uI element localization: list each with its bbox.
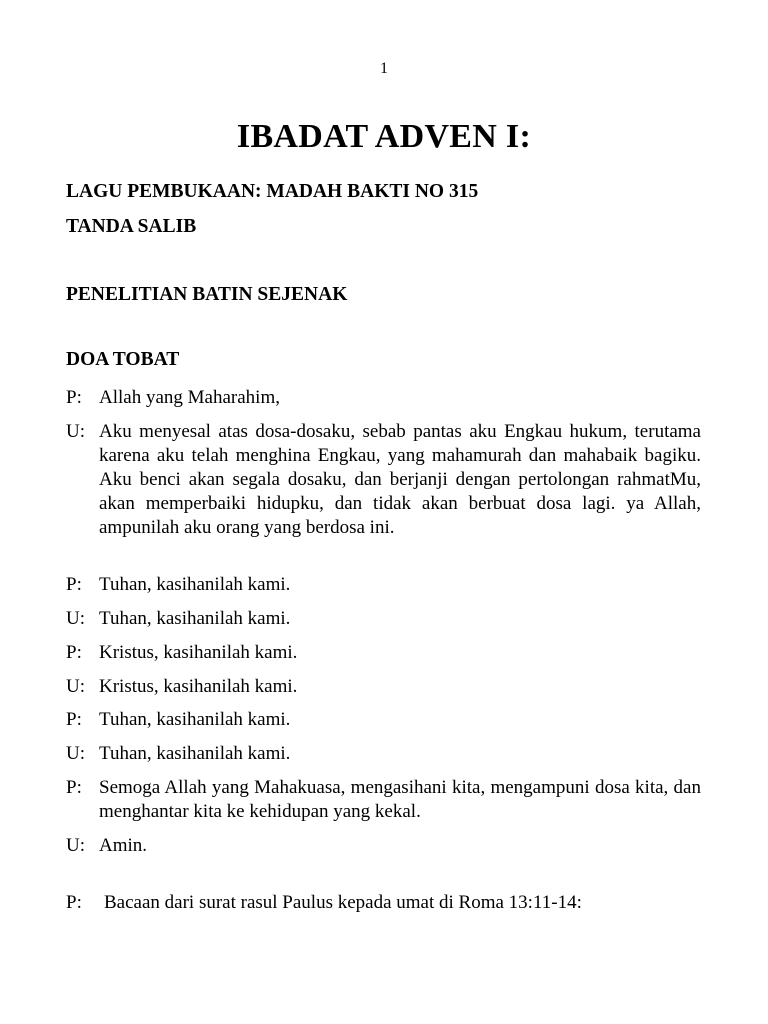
prayer-text: Tuhan, kasihanilah kami. bbox=[99, 574, 291, 595]
prayer-text: Semoga Allah yang Mahakuasa, mengasihani kita, mengampuni dosa kita, dan menghantar kita ke kehidupan yang kekal. bbox=[99, 777, 701, 822]
prayer-text: Aku menyesal atas dosa-dosaku, sebab pantas aku Engkau hukum, terutama karena aku telah menghina Engkau, yang mahamurah dan mahabaik bagiku. Aku benci akan segala dosaku, dan berjanji dengan pertolongan rahmatMu, akan memperbaiki hidupku, dan tidak akan berbuat dosa lagi. ya Allah, ampunilah aku orang yang berdosa ini. bbox=[99, 421, 701, 538]
speaker-label: P: bbox=[66, 387, 82, 408]
speaker-label: U: bbox=[66, 421, 85, 442]
prayer-line bbox=[66, 607, 701, 631]
prayer-line bbox=[66, 708, 701, 732]
prayer-text: Amin. bbox=[99, 835, 148, 856]
prayer-line bbox=[66, 742, 701, 766]
prayer-text: Tuhan, kasihanilah kami. bbox=[99, 743, 291, 764]
heading-examination: PENELITIAN BATIN SEJENAK bbox=[66, 284, 348, 305]
prayer-line bbox=[66, 420, 701, 540]
prayer-text: Tuhan, kasihanilah kami. bbox=[99, 709, 291, 730]
prayer-line bbox=[66, 776, 701, 824]
prayer-line bbox=[66, 675, 701, 699]
prayer-line bbox=[66, 891, 701, 915]
speaker-label: P: bbox=[66, 574, 82, 595]
prayer-text: Tuhan, kasihanilah kami. bbox=[99, 608, 291, 629]
heading-opening-song: LAGU PEMBUKAAN: MADAH BAKTI NO 315 bbox=[66, 181, 479, 202]
prayer-text: Bacaan dari surat rasul Paulus kepada umat di Roma 13:11-14: bbox=[104, 892, 582, 913]
speaker-label: U: bbox=[66, 743, 85, 764]
speaker-label: U: bbox=[66, 608, 85, 629]
page-number: 1 bbox=[380, 60, 388, 77]
speaker-label: P: bbox=[66, 777, 82, 798]
speaker-label: P: bbox=[66, 709, 82, 730]
prayer-line bbox=[66, 641, 701, 665]
prayer-text: Kristus, kasihanilah kami. bbox=[99, 642, 298, 663]
prayer-text: Allah yang Maharahim, bbox=[99, 387, 280, 408]
speaker-label: P: bbox=[66, 642, 82, 663]
heading-penitence: DOA TOBAT bbox=[66, 349, 180, 370]
prayer-line bbox=[66, 834, 701, 858]
heading-sign-of-cross: TANDA SALIB bbox=[66, 216, 197, 237]
prayer-line bbox=[66, 573, 701, 597]
speaker-label: U: bbox=[66, 835, 85, 856]
prayer-text: Kristus, kasihanilah kami. bbox=[99, 676, 298, 697]
speaker-label: P: bbox=[66, 892, 82, 913]
prayer-line bbox=[66, 386, 701, 410]
speaker-label: U: bbox=[66, 676, 85, 697]
page-title: IBADAT ADVEN I: bbox=[236, 118, 532, 155]
